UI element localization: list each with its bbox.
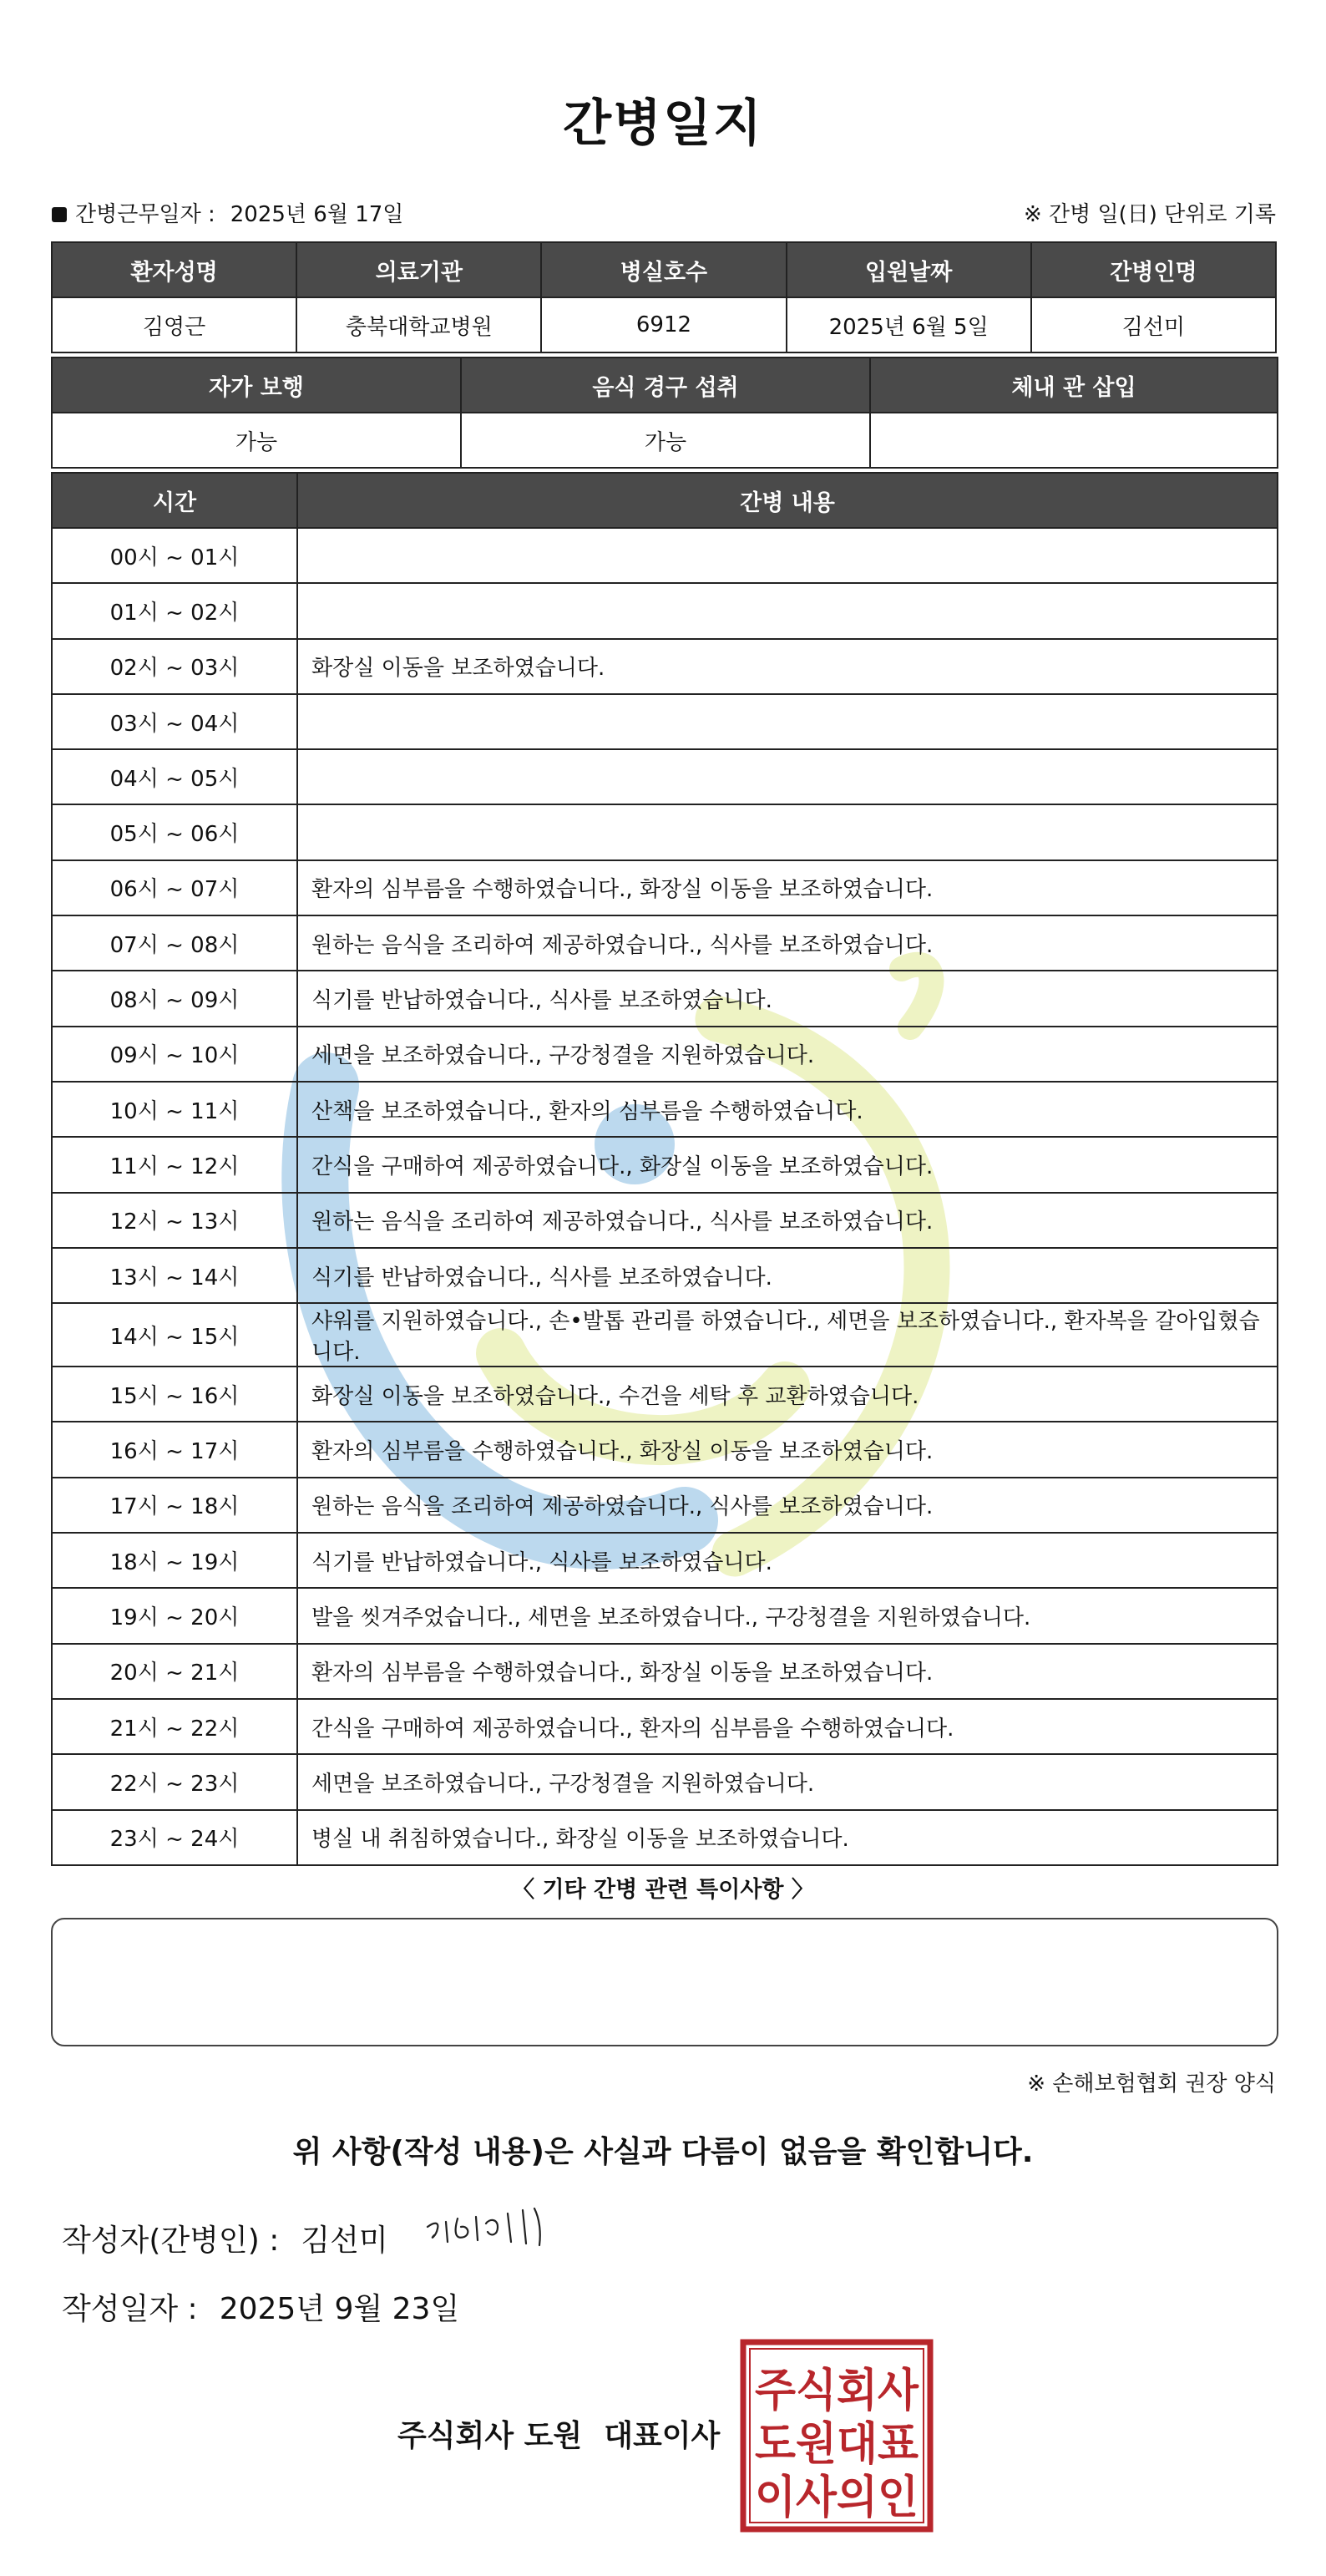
work-date-value: 2025년 6월 17일 xyxy=(230,202,404,227)
care-log-row xyxy=(52,1478,1278,1533)
header-hospital: 의료기관 xyxy=(296,242,541,297)
self-walking-value: 가능 xyxy=(52,413,461,468)
caregiver-name-value: 김선미 xyxy=(1031,297,1276,352)
header-admission-date: 입원날짜 xyxy=(787,242,1031,297)
care-log-content: 원하는 음식을 조리하여 제공하였습니다., 식사를 보조하였습니다. xyxy=(297,915,1278,971)
patient-info-value-row xyxy=(52,297,1276,352)
care-log-row xyxy=(52,1810,1278,1865)
care-log-time: 14시 ~ 15시 xyxy=(52,1303,297,1367)
care-log-time: 01시 ~ 02시 xyxy=(52,583,297,638)
patient-info-table xyxy=(51,241,1277,353)
care-log-row xyxy=(52,1699,1278,1754)
care-log-table xyxy=(51,472,1278,1866)
writer-label: 작성자(간병인) : xyxy=(62,2224,280,2258)
care-log-content: 환자의 심부름을 수행하였습니다., 화장실 이동을 보조하였습니다. xyxy=(297,1644,1278,1699)
header-patient-name: 환자성명 xyxy=(52,242,296,297)
care-log-time: 02시 ~ 03시 xyxy=(52,639,297,694)
oral-intake-value: 가능 xyxy=(461,413,870,468)
care-log-row xyxy=(52,1137,1278,1192)
care-log-row xyxy=(52,694,1278,749)
care-log-time: 22시 ~ 23시 xyxy=(52,1754,297,1809)
patient-name-value: 김영근 xyxy=(52,297,296,352)
care-log-row xyxy=(52,1588,1278,1643)
status-value-row xyxy=(52,413,1278,468)
care-log-content: 원하는 음식을 조리하여 제공하였습니다., 식사를 보조하였습니다. xyxy=(297,1478,1278,1533)
company-name: 주식회사 도원 xyxy=(397,2419,583,2453)
care-log-body xyxy=(52,528,1278,1865)
confirmation-statement: 위 사항(작성 내용)은 사실과 다름이 없음을 확인합니다. xyxy=(292,2135,1034,2169)
company-seal-stamp xyxy=(740,2339,934,2533)
care-log-row xyxy=(52,1248,1278,1303)
write-date-line xyxy=(62,2285,459,2328)
seal-line-1: 주식회사 xyxy=(755,2364,919,2416)
care-log-time: 09시 ~ 10시 xyxy=(52,1027,297,1082)
care-log-content: 식기를 반납하였습니다., 식사를 보조하였습니다. xyxy=(297,971,1278,1026)
form-source-note: ※ 손해보험협회 권장 양식 xyxy=(1027,2071,1276,2097)
hospital-value: 충북대학교병원 xyxy=(296,297,541,352)
care-log-row xyxy=(52,1027,1278,1082)
header-tube-insertion: 체내 관 삽입 xyxy=(870,357,1278,413)
writer-name: 김선미 xyxy=(301,2224,388,2258)
care-log-content: 간식을 구매하여 제공하였습니다., 환자의 심부름을 수행하였습니다. xyxy=(297,1699,1278,1754)
header-room-number: 병실호수 xyxy=(541,242,786,297)
care-log-row xyxy=(52,1533,1278,1588)
care-log-row xyxy=(52,1082,1278,1137)
header-self-walking: 자가 보행 xyxy=(52,357,461,413)
care-log-row xyxy=(52,583,1278,638)
care-log-content: 화장실 이동을 보조하였습니다., 수건을 세탁 후 교환하였습니다. xyxy=(297,1367,1278,1422)
record-unit-note: ※ 간병 일(日) 단위로 기록 xyxy=(1023,202,1276,227)
care-log-row xyxy=(52,1644,1278,1699)
care-log-time: 03시 ~ 04시 xyxy=(52,694,297,749)
care-log-time: 05시 ~ 06시 xyxy=(52,804,297,860)
care-log-time: 13시 ~ 14시 xyxy=(52,1248,297,1303)
care-log-content xyxy=(297,583,1278,638)
care-log-row xyxy=(52,860,1278,915)
work-date-label: 간병근무일자 : xyxy=(75,202,215,227)
care-log-row xyxy=(52,1367,1278,1422)
square-bullet-icon xyxy=(52,207,67,222)
care-log-content: 간식을 구매하여 제공하였습니다., 화장실 이동을 보조하였습니다. xyxy=(297,1137,1278,1192)
care-log-time: 06시 ~ 07시 xyxy=(52,860,297,915)
document-title: 간병일지 xyxy=(563,94,763,153)
care-log-time: 11시 ~ 12시 xyxy=(52,1137,297,1192)
care-log-row xyxy=(52,639,1278,694)
care-log-content: 식기를 반납하였습니다., 식사를 보조하였습니다. xyxy=(297,1248,1278,1303)
care-log-content: 세면을 보조하였습니다., 구강청결을 지원하였습니다. xyxy=(297,1754,1278,1809)
care-log-header-row xyxy=(52,473,1278,528)
care-log-content: 화장실 이동을 보조하였습니다. xyxy=(297,639,1278,694)
remarks-box xyxy=(51,1918,1278,2046)
care-log-row xyxy=(52,804,1278,860)
care-log-content xyxy=(297,694,1278,749)
handwritten-signature xyxy=(418,2193,559,2260)
seal-line-2: 도원대표 xyxy=(755,2417,919,2470)
header-oral-intake: 음식 경구 섭취 xyxy=(461,357,870,413)
care-log-row xyxy=(52,1303,1278,1367)
care-log-time: 23시 ~ 24시 xyxy=(52,1810,297,1865)
care-log-time: 19시 ~ 20시 xyxy=(52,1588,297,1643)
care-log-time: 08시 ~ 09시 xyxy=(52,971,297,1026)
care-log-row xyxy=(52,749,1278,804)
care-log-time: 16시 ~ 17시 xyxy=(52,1422,297,1477)
care-log-content xyxy=(297,528,1278,583)
care-log-content: 샤워를 지원하였습니다., 손•발톱 관리를 하였습니다., 세면을 보조하였습니다., 환자복을 갈아입혔습니다. xyxy=(297,1303,1278,1367)
care-log-content xyxy=(297,749,1278,804)
admission-date-value: 2025년 6월 5일 xyxy=(787,297,1031,352)
care-log-content xyxy=(297,804,1278,860)
care-log-row xyxy=(52,1193,1278,1248)
header-care-content: 간병 내용 xyxy=(297,473,1278,528)
care-log-time: 12시 ~ 13시 xyxy=(52,1193,297,1248)
header-caregiver-name: 간병인명 xyxy=(1031,242,1276,297)
care-log-row xyxy=(52,915,1278,971)
care-log-time: 21시 ~ 22시 xyxy=(52,1699,297,1754)
write-date-label: 작성일자 : xyxy=(62,2292,198,2326)
care-log-row xyxy=(52,528,1278,583)
care-log-content: 환자의 심부름을 수행하였습니다., 화장실 이동을 보조하였습니다. xyxy=(297,860,1278,915)
company-line xyxy=(397,2412,720,2455)
care-log-time: 18시 ~ 19시 xyxy=(52,1533,297,1588)
write-date-value: 2025년 9월 23일 xyxy=(219,2292,460,2326)
patient-info-header-row xyxy=(52,242,1276,297)
care-log-row xyxy=(52,1422,1278,1477)
care-log-time: 10시 ~ 11시 xyxy=(52,1082,297,1137)
care-log-content: 산책을 보조하였습니다., 환자의 심부름을 수행하였습니다. xyxy=(297,1082,1278,1137)
care-log-content: 세면을 보조하였습니다., 구강청결을 지원하였습니다. xyxy=(297,1027,1278,1082)
care-log-content: 식기를 반납하였습니다., 식사를 보조하였습니다. xyxy=(297,1533,1278,1588)
header-time: 시간 xyxy=(52,473,297,528)
care-log-time: 20시 ~ 21시 xyxy=(52,1644,297,1699)
care-log-content: 원하는 음식을 조리하여 제공하였습니다., 식사를 보조하였습니다. xyxy=(297,1193,1278,1248)
care-log-row xyxy=(52,971,1278,1026)
care-log-time: 00시 ~ 01시 xyxy=(52,528,297,583)
work-date-line xyxy=(52,197,403,228)
seal-line-3: 이사의인 xyxy=(755,2471,919,2523)
care-log-time: 07시 ~ 08시 xyxy=(52,915,297,971)
room-number-value: 6912 xyxy=(541,297,786,352)
care-log-time: 15시 ~ 16시 xyxy=(52,1367,297,1422)
care-log-row xyxy=(52,1754,1278,1809)
remarks-title: 〈 기타 간병 관련 특이사항 〉 xyxy=(512,1877,814,1903)
writer-line xyxy=(62,2217,388,2259)
care-log-time: 04시 ~ 05시 xyxy=(52,749,297,804)
care-log-content: 환자의 심부름을 수행하였습니다., 화장실 이동을 보조하였습니다. xyxy=(297,1422,1278,1477)
tube-insertion-value xyxy=(870,413,1278,468)
status-header-row xyxy=(52,357,1278,413)
company-representative-title: 대표이사 xyxy=(604,2419,721,2453)
patient-status-table xyxy=(51,357,1278,469)
care-log-time: 17시 ~ 18시 xyxy=(52,1478,297,1533)
care-log-content: 병실 내 취침하였습니다., 화장실 이동을 보조하였습니다. xyxy=(297,1810,1278,1865)
care-log-content: 발을 씻겨주었습니다., 세면을 보조하였습니다., 구강청결을 지원하였습니다. xyxy=(297,1588,1278,1643)
